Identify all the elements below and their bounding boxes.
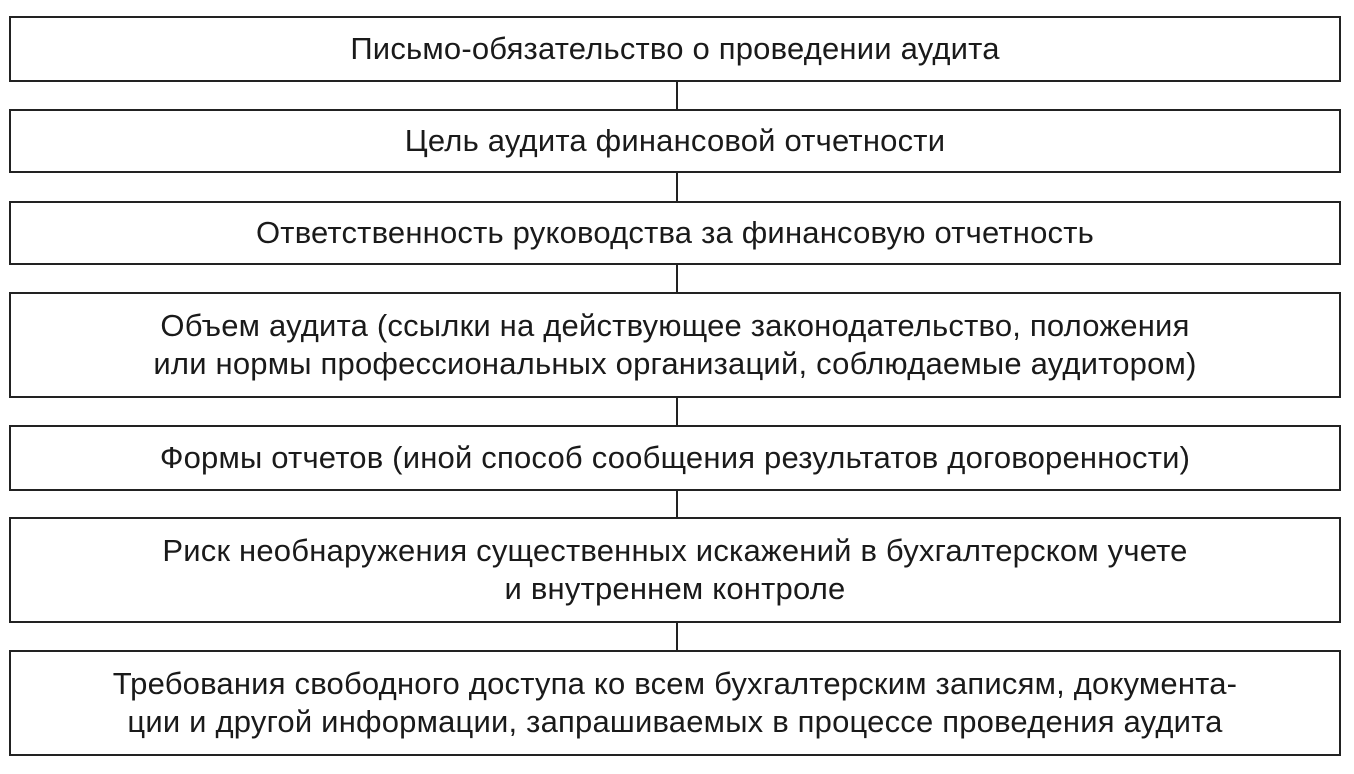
box-detection-risk — [9, 517, 1341, 623]
box-text-line: Объем аудита (ссылки на действующее законодательство, положения — [160, 308, 1190, 343]
box-management-responsibility — [9, 201, 1341, 265]
connector-line — [676, 265, 678, 292]
box-text-line: или нормы профессиональных организаций, соблюдаемые аудитором) — [153, 346, 1197, 381]
box-text-line: Ответственность руководства за финансовую отчетность — [255, 215, 1094, 250]
connector-line — [676, 82, 678, 109]
box-text-line: ции и другой информации, запрашиваемых в процессе проведения аудита — [127, 704, 1223, 739]
box-engagement-letter — [9, 16, 1341, 82]
connector-line — [676, 173, 678, 201]
box-audit-objective — [9, 109, 1341, 173]
box-text-line: Риск необнаружения существенных искажений в бухгалтерском учете — [162, 533, 1188, 568]
box-text-line: Письмо-обязательство о проведении аудита — [350, 31, 1000, 66]
box-text-line: Формы отчетов (иной способ сообщения результатов договоренности) — [159, 440, 1191, 475]
box-text-line: и внутреннем контроле — [504, 571, 846, 606]
connector-line — [676, 623, 678, 650]
box-text-line: Цель аудита финансовой отчетности — [404, 123, 946, 158]
connector-line — [676, 491, 678, 517]
box-report-forms — [9, 425, 1341, 491]
box-text-line: Требования свободного доступа ко всем бухгалтерским записям, документа- — [112, 666, 1238, 701]
box-audit-scope — [9, 292, 1341, 398]
box-access-requirements — [9, 650, 1341, 756]
connector-line — [676, 398, 678, 425]
